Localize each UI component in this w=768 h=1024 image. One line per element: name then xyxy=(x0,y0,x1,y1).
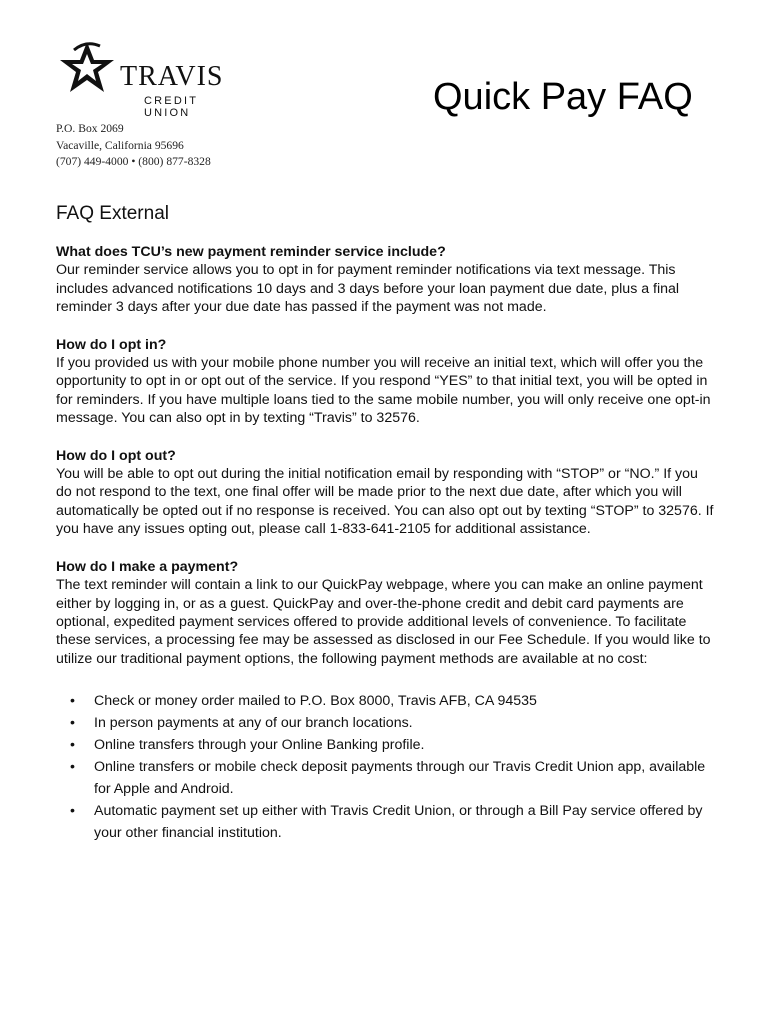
list-item xyxy=(56,756,716,800)
bullet-icon: • xyxy=(70,737,75,754)
payment-methods-list xyxy=(56,690,716,844)
list-item-text: In person payments at any of our branch locations. xyxy=(94,715,413,732)
bullet-icon: • xyxy=(70,693,75,710)
page-title: Quick Pay FAQ xyxy=(433,76,693,118)
address-phone-line: (707) 449-4000 • (800) 877-8328 xyxy=(56,155,211,168)
address-line-2: Vacaville, California 95696 xyxy=(56,138,184,152)
faq-item xyxy=(56,558,716,668)
bullet-icon: • xyxy=(70,803,75,820)
faq-question: How do I opt out? xyxy=(56,447,176,464)
address-block xyxy=(56,121,211,171)
list-item xyxy=(56,712,716,734)
travis-credit-union-logo xyxy=(56,40,226,119)
address-line-1: P.O. Box 2069 xyxy=(56,122,124,135)
list-item-text: Check or money order mailed to P.O. Box 8000, Travis AFB, CA 94535 xyxy=(94,693,537,710)
list-item-text: Automatic payment set up either with Travis Credit Union, or through a Bill Pay service offered by your other financial institution. xyxy=(94,803,703,842)
bullet-icon: • xyxy=(70,759,75,776)
faq-item xyxy=(56,243,716,317)
faq-answer: If you provided us with your mobile phone number you will receive an initial text, which will offer you the opportunity to opt in or opt out of the service. If you respond “YES” to that initial text, you will be opted in for reminders. If you have multiple loans tied to the same mobile number, you will only receive one opt-in message. You can also opt in by texting “Travis” to 32576. xyxy=(56,355,711,427)
faq-question: How do I make a payment? xyxy=(56,558,239,575)
logo-subtitle: CREDIT UNION xyxy=(144,95,198,119)
list-item-text: Online transfers or mobile check deposit payments through our Travis Credit Union app, available for Apple and Android. xyxy=(94,759,706,798)
faq-content xyxy=(56,243,716,844)
logo-name: TRAVIS xyxy=(120,61,224,92)
faq-answer: You will be able to opt out during the initial notification email by responding with “STOP” or “NO.” If you do not respond to the text, one final offer will be made prior to the next due date, after which you will automatically be opted out if no response is received. You can also opt out by texting “STOP” to 32576. If you have any issues opting out, please call 1-833-641-2105 for additional assistance. xyxy=(56,466,714,538)
bullet-icon: • xyxy=(70,715,75,732)
list-item xyxy=(56,800,716,844)
faq-item xyxy=(56,447,716,539)
faq-answer: Our reminder service allows you to opt in for payment reminder notifications via text message. This includes advanced notifications 10 days and 3 days before your loan payment due date, plus a final reminder 3 days after your due date has passed if the payment was not made. xyxy=(56,262,680,316)
faq-question: How do I opt in? xyxy=(56,336,167,353)
list-item-text: Online transfers through your Online Banking profile. xyxy=(94,737,425,754)
list-item xyxy=(56,690,716,712)
faq-item xyxy=(56,336,716,428)
star-icon xyxy=(56,40,118,96)
section-heading: FAQ External xyxy=(56,203,169,224)
faq-answer: The text reminder will contain a link to our QuickPay webpage, where you can make an online payment either by logging in, or as a guest. QuickPay and over-the-phone credit and debit card payments are optional, expedited payment services offered to provide additional levels of convenience. To facilitate these services, a processing fee may be assessed as disclosed in our Fee Schedule. If you would like to utilize our traditional payment options, the following payment methods are available at no cost: xyxy=(56,577,711,667)
list-item xyxy=(56,734,716,756)
faq-question: What does TCU’s new payment reminder service include? xyxy=(56,244,446,260)
